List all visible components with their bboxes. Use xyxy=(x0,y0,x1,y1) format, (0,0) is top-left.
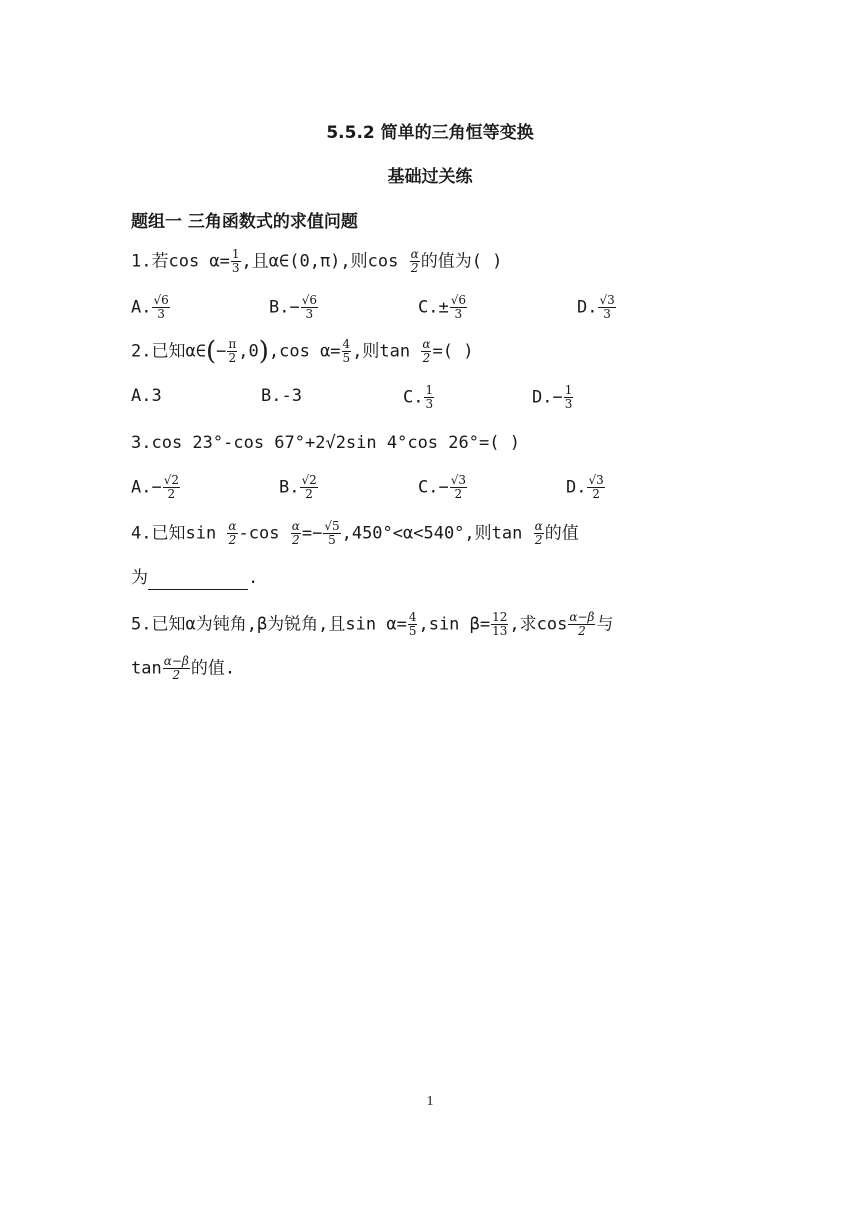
q2-option-b: B.-3 xyxy=(261,386,302,406)
question-3: 3.cos 23°-cos 67°+2√2sin 4°cos 26°=( ) xyxy=(131,433,520,453)
paren-left: ( xyxy=(205,336,217,367)
q1-option-c: C.± $\frac{√6}{3}$ xyxy=(418,293,467,321)
q4-answer-line: 为 . xyxy=(131,568,259,588)
q1-text-c: 的值为( ) xyxy=(420,251,503,272)
q2-option-a: A.3 xyxy=(131,386,162,406)
q2-text-e: =( ) xyxy=(432,341,474,362)
group-heading: 题组一 三角函数式的求值问题 xyxy=(131,212,358,232)
q5-text-a: 5.已知α为钝角,β为锐角,且sin α= xyxy=(131,614,407,635)
question-1 xyxy=(131,248,502,275)
q4-text-a: 4.已知sin xyxy=(131,523,227,544)
question-5: 5.已知α为钝角,β为锐角,且sin α= $\frac{4}{5}$ ,sin β= $\frac{12}{13}$ ,求cos $\frac{\alpha-\beta}{2}$ 与 xyxy=(131,610,614,638)
q3-option-d: D. $\frac{√3}{2}$ xyxy=(566,473,604,501)
page-number: 1 xyxy=(426,1094,434,1109)
fraction: $\frac{\alpha}{2}$ xyxy=(410,247,419,275)
q1-option-d: D. $\frac{√3}{3}$ xyxy=(577,293,615,321)
paren-right: ) xyxy=(258,336,269,367)
q3-option-c: C.− $\frac{√3}{2}$ xyxy=(418,473,467,501)
q3-option-b: B. $\frac{√2}{2}$ xyxy=(279,473,317,501)
q4-text-e: ,450°<α<540°,则tan xyxy=(341,523,533,544)
q1-text-a: 1.若cos α= xyxy=(131,251,230,272)
q2-text-b: ,cos α= xyxy=(268,341,341,362)
q5-line-2: tan $\frac{\alpha-\beta}{2}$ 的值. xyxy=(131,654,236,682)
q2-option-c: C. $\frac{1}{3}$ xyxy=(403,383,434,411)
question-4: 4.已知sin $\frac{\alpha}{2}$ -cos $\frac{\alpha}{2}$ =− $\frac{√5}{5}$ ,450°<α<540°,则tan $\frac{\alpha}{2}$ 的值 xyxy=(131,519,579,547)
fraction: $\frac{1}{3}$ xyxy=(231,247,240,275)
q3-option-a: A.− $\frac{√2}{2}$ xyxy=(131,473,180,501)
question-2: 2.已知α∈(− $\frac{\pi}{2}$ ,0),cos α= $\frac{4}{5}$ ,则tan $\frac{\alpha}{2}$ =( ) xyxy=(131,336,474,367)
q1-text-b: ,且α∈(0,π),则cos xyxy=(241,251,409,272)
answer-blank[interactable] xyxy=(148,571,248,590)
q1-option-b: B.− $\frac{√6}{3}$ xyxy=(269,293,318,321)
lesson-title: 5.5.2 简单的三角恒等变换 xyxy=(326,123,534,143)
q2-text-a: 2.已知α∈ xyxy=(131,341,206,362)
section-subtitle: 基础过关练 xyxy=(387,167,473,187)
q2-text-c: ,则tan xyxy=(352,341,421,362)
q2-option-d: D.− $\frac{1}{3}$ xyxy=(532,383,573,411)
q1-option-a: A. $\frac{√6}{3}$ xyxy=(131,293,169,321)
